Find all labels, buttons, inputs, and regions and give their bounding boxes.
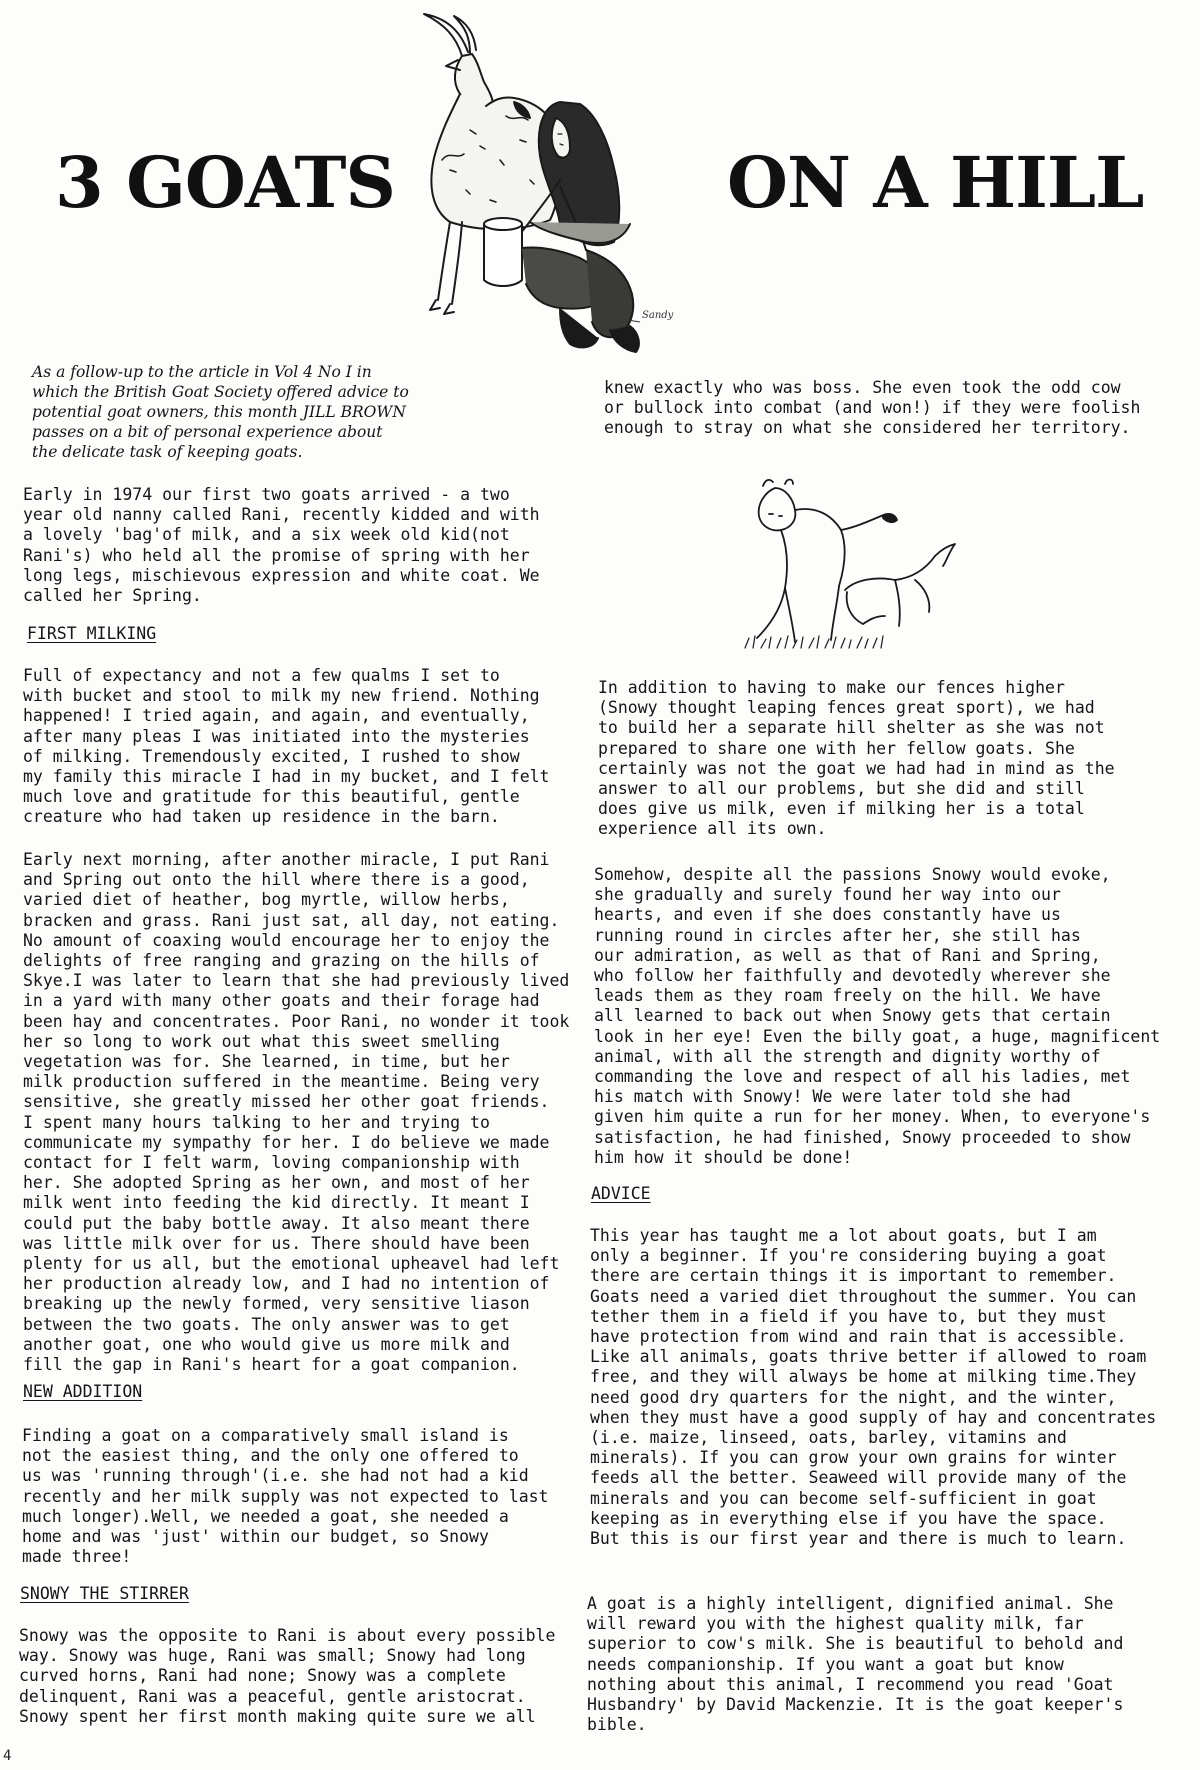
paragraph-advice: This year has taught me a lot about goats, but I am only a beginner. If you're considering buying a goat there are certain things it is important to remember. Goats need a varied diet throughout the summer. You can tether them in a field if you have to, but they must have protection from wind and rain that is accessible. Like all animals, goats thrive better if allowed to roam free, and they will always be home at milking time.They need good dry quarters for the night, and the winter, when they must have a good supply of hay and concentrates (i.e. maize, linseed, oats, barley, vitamins and minerals). If you can grow your own grains for winter feeds all the better. Seaweed will provide many of the minerals and you can become self-sufficient in goat keeping as in everything else if you have the space. But this is our first year and there is much to learn. bbox=[590, 1226, 1157, 1549]
goat-and-girl-illustration bbox=[410, 10, 710, 375]
page-number: 4 bbox=[3, 1748, 12, 1764]
paragraph-arrival: Early in 1974 our first two goats arrived - a two year old nanny called Rani, recently kidded and with a lovely 'bag'of milk, and a six week old kid(not Rani's) who held all the promise of spring with her long legs, mischievous expression and white coat. We called her Spring. bbox=[23, 485, 540, 606]
paragraph-intelligent-animal: A goat is a highly intelligent, dignified animal. She will reward you with the highest quality milk, far superior to cow's milk. She is beautiful to behold and needs companionship. If you want a goat but know nothing about this animal, I recommend you read 'Goat Husbandry' by David Mackenzie. It is the goat keeper's bible. bbox=[587, 1594, 1124, 1735]
paragraph-new-addition: Finding a goat on a comparatively small island is not the easiest thing, and the only one offered to us was 'running through'(i.e. she had not had a kid recently and her milk supply was not expected to last much longer).Well, we needed a goat, she needed a home and was 'just' within our budget, so Snowy made three! bbox=[22, 1426, 549, 1567]
heading-advice: ADVICE bbox=[591, 1184, 651, 1203]
paragraph-passions: Somehow, despite all the passions Snowy would evoke, she gradually and surely found her way into our hearts, and even if she does constantly have us running round in circles after her, she still has our admiration, as well as that of Rani and Spring, who follow her faithfully and devotedly wherever she leads them as they roam freely on the hill. We have all learned to back out when Snowy gets that certain look in her eye! Even the billy goat, a huge, magnificent animal, with all the strength and dignity worthy of commanding the love and respect of all his ladies, met his match with Snowy! We were later told she had given him quite a run for her money. When, to everyone's satisfaction, he had finished, Snowy proceeded to show him how it should be done! bbox=[594, 865, 1161, 1167]
illustrator-signature: Sandy bbox=[642, 310, 674, 321]
heading-snowy-the-stirrer: SNOWY THE STIRRER bbox=[20, 1584, 189, 1603]
article-intro: As a follow-up to the article in Vol 4 No I in which the British Goat Society offered advice to potential goat owners, this month JILL BROWN passes on a bit of personal experience about the delicate task of keeping goats. bbox=[32, 363, 409, 461]
paragraph-boss: knew exactly who was boss. She even took the odd cow or bullock into combat (and won!) if they were foolish enough to stray on what she considered her territory. bbox=[604, 378, 1141, 438]
paragraph-first-milking: Full of expectancy and not a few qualms I set to with bucket and stool to milk my new friend. Nothing happened! I tried again, and again, and eventually, after many pleas I was initiated into the mysteries of milking. Tremendously excited, I rushed to show my family this miracle I had in my bucket, and I felt much love and gratitude for this beautiful, gentle creature who had taken up residence in the barn. bbox=[23, 666, 550, 827]
paragraph-early-morning: Early next morning, after another miracle, I put Rani and Spring out onto the hill where there is a good, varied diet of heather, bog myrtle, willow herbs, bracken and grass. Rani just sat, all day, not eating. No amount of coaxing would encourage her to enjoy the delights of free ranging and grazing on the hills of Skye.I was later to learn that she had previously lived in a yard with many other goats and their forage had been hay and concentrates. Poor Rani, no wonder it took her so long to work out what this sweet smelling vegetation was for. She learned, in time, but her milk production suffered in the meantime. Being very sensitive, she greatly missed her other goat friends. I spent many hours talking to her and trying to communicate my sympathy for her. I do believe we made contact for I felt warm, loving companionship with her. She adopted Spring as her own, and most of her milk went into feeding the kid directly. It meant I could put the baby bottle away. It also meant there was little milk over for us. There should have been plenty for us all, but the emotional upheavel had left her production already low, and I had no intention of breaking up the newly formed, very sensitive liason between the two goats. The only answer was to get another goat, one who would give us more milk and fill the gap in Rani's heart for a goat companion. bbox=[23, 850, 570, 1375]
paragraph-fences: In addition to having to make our fences higher (Snowy thought leaping fences great sport), we had to build her a separate hill shelter as she was not prepared to share one with her fellow goats. She certainly was not the goat we had had in mind as the answer to all our problems, but she did and still does give us milk, even if milking her is a total experience all its own. bbox=[598, 678, 1115, 839]
cow-and-goat-sketch bbox=[735, 470, 985, 655]
headline-right: ON A HILL bbox=[727, 141, 1144, 224]
heading-first-milking: FIRST MILKING bbox=[27, 624, 157, 643]
headline-left: 3 GOATS bbox=[55, 141, 395, 224]
paragraph-snowy: Snowy was the opposite to Rani is about every possible way. Snowy was huge, Rani was small; Snowy had long curved horns, Rani had none; Snowy was a complete delinquent, Rani was a peaceful, gentle aristocrat. Snowy spent her first month making quite sure we all bbox=[19, 1626, 556, 1726]
heading-new-addition: NEW ADDITION bbox=[23, 1382, 143, 1401]
